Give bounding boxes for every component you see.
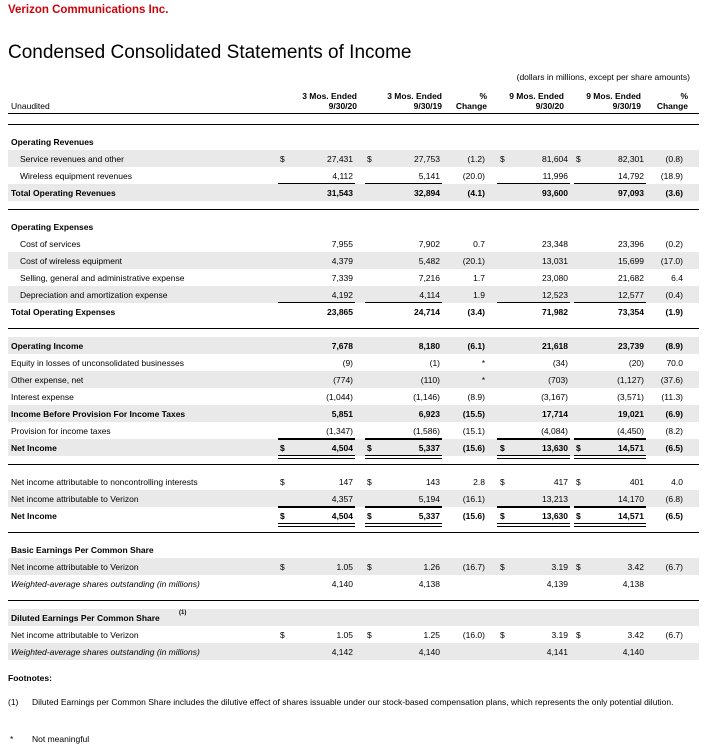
value-cell: 3.42 (627, 562, 644, 572)
value-cell: 81,604 (542, 154, 568, 164)
dollar-sign: $ (280, 630, 285, 640)
percent-change-cell: (8.9) (665, 341, 683, 351)
row-label: Income Before Provision For Income Taxes (11, 409, 186, 419)
percent-change-cell: (15.5) (462, 409, 485, 419)
value-cell: 4,114 (419, 290, 440, 300)
row-label: Operating Income (11, 341, 84, 351)
value-cell: (1,586) (413, 426, 440, 436)
percent-change-cell: 6.4 (671, 273, 683, 283)
value-cell: 4,504 (331, 443, 353, 453)
section-divider (8, 464, 699, 465)
dollar-sign: $ (576, 562, 581, 572)
row-label: Net Income (11, 443, 57, 453)
double-underline (278, 523, 355, 527)
table-row (8, 422, 699, 439)
value-cell: 23,396 (618, 239, 644, 249)
col-header-3mo-2019: 3 Mos. Ended 9/30/19 (387, 91, 442, 111)
value-cell: 4,379 (331, 256, 353, 266)
value-cell: 4,138 (622, 579, 644, 589)
footnotes-title: Footnotes: (8, 673, 52, 683)
value-cell: (9) (342, 358, 353, 368)
value-cell: 23,080 (542, 273, 568, 283)
percent-change-cell: 70.0 (666, 358, 683, 368)
col-header-change-3mo: % Change (455, 91, 487, 111)
value-cell: 13,213 (542, 494, 568, 504)
value-cell: 4,139 (546, 579, 568, 589)
underline (497, 439, 570, 440)
table-row (8, 643, 699, 660)
percent-change-cell: * (481, 375, 485, 385)
value-cell: (1,146) (413, 392, 440, 402)
row-label: Total Operating Revenues (11, 188, 116, 198)
value-cell: 1.26 (423, 562, 440, 572)
value-cell: 82,301 (618, 154, 644, 164)
row-label: Diluted Earnings Per Common Share (11, 613, 160, 623)
section-header-row (8, 218, 699, 235)
row-label: Equity in losses of unconsolidated businesses (11, 358, 184, 368)
table-row (8, 286, 699, 303)
percent-change-cell: (15.6) (462, 511, 485, 521)
row-label: Wireless equipment revenues (20, 171, 132, 181)
value-cell: 73,354 (618, 307, 644, 317)
underline (365, 439, 442, 440)
value-cell: 417 (553, 477, 568, 487)
value-cell: 143 (425, 477, 440, 487)
value-cell: 32,894 (414, 188, 440, 198)
percent-change-cell: * (481, 358, 485, 368)
section-header-row (8, 541, 699, 558)
underline (574, 507, 646, 508)
value-cell: 147 (338, 477, 353, 487)
footnote-1-marker: (1) (8, 697, 19, 707)
section-divider (8, 328, 699, 329)
col-header-9mo-2019: 9 Mos. Ended 9/30/19 (586, 91, 641, 111)
section-divider (8, 209, 699, 210)
value-cell: 71,982 (542, 307, 568, 317)
row-label: Selling, general and administrative expense (20, 273, 185, 283)
percent-change-cell: (16.7) (462, 562, 485, 572)
value-cell: 5,337 (418, 511, 440, 521)
value-cell: 4,140 (331, 579, 353, 589)
percent-change-cell: (1.2) (467, 154, 485, 164)
value-cell: (4,450) (617, 426, 644, 436)
value-cell: 5,194 (418, 494, 440, 504)
percent-change-cell: (6.1) (467, 341, 485, 351)
row-label: Net income attributable to noncontrolling interests (11, 477, 198, 487)
col-header-9mo-2020: 9 Mos. Ended 9/30/20 (509, 91, 564, 111)
percent-change-cell: 1.7 (473, 273, 485, 283)
value-cell: 7,339 (331, 273, 353, 283)
value-cell: 23,739 (618, 341, 644, 351)
table-row (8, 558, 699, 575)
row-label: Net income attributable to Verizon (11, 562, 139, 572)
value-cell: 7,955 (331, 239, 353, 249)
dollar-sign: $ (500, 562, 505, 572)
row-label: Provision for income taxes (11, 426, 111, 436)
table-row (8, 388, 699, 405)
percent-change-cell: (4.1) (467, 188, 485, 198)
value-cell: 5,141 (418, 171, 440, 181)
row-label: Other expense, net (11, 375, 84, 385)
row-label: Net Income (11, 511, 57, 521)
value-cell: 93,600 (542, 188, 568, 198)
double-underline (365, 523, 442, 527)
value-cell: 21,618 (542, 341, 568, 351)
percent-change-cell: (6.7) (665, 630, 683, 640)
value-cell: 27,753 (414, 154, 440, 164)
value-cell: 12,577 (618, 290, 644, 300)
value-cell: 27,431 (327, 154, 353, 164)
double-underline (574, 455, 646, 459)
section-divider (8, 532, 699, 533)
percent-change-cell: (0.2) (665, 239, 683, 249)
dollar-sign: $ (500, 443, 505, 453)
table-row (8, 507, 699, 524)
value-cell: 13,031 (542, 256, 568, 266)
value-cell: 1.05 (336, 562, 353, 572)
footnote-ref: (1) (179, 610, 187, 616)
percent-change-cell: (20.0) (462, 171, 485, 181)
table-row (8, 490, 699, 507)
dollar-sign: $ (280, 443, 285, 453)
percent-change-cell: (20.1) (462, 256, 485, 266)
value-cell: 7,678 (331, 341, 353, 351)
value-cell: 8,180 (418, 341, 440, 351)
value-cell: 6,923 (418, 409, 440, 419)
table-row (8, 167, 699, 184)
percent-change-cell: (16.0) (462, 630, 485, 640)
value-cell: 4,140 (622, 647, 644, 657)
percent-change-cell: (18.9) (660, 171, 683, 181)
value-cell: 1.25 (423, 630, 440, 640)
underline (278, 507, 355, 508)
double-underline (365, 455, 442, 459)
units-note: (dollars in millions, except per share amounts) (516, 72, 690, 82)
section-divider (8, 600, 699, 601)
value-cell: 97,093 (618, 188, 644, 198)
col-header-3mo-2020: 3 Mos. Ended 9/30/20 (302, 91, 357, 111)
dollar-sign: $ (500, 477, 505, 487)
section-divider (8, 124, 699, 125)
value-cell: 14,170 (618, 494, 644, 504)
value-cell: (110) (420, 375, 440, 385)
table-row (8, 354, 699, 371)
table-row (8, 337, 699, 354)
value-cell: 5,482 (418, 256, 440, 266)
value-cell: 23,865 (327, 307, 353, 317)
value-cell: 13,630 (542, 511, 568, 521)
percent-change-cell: (6.5) (665, 511, 683, 521)
value-cell: (3,571) (617, 392, 644, 402)
row-label: Total Operating Expenses (11, 307, 116, 317)
value-cell: (774) (333, 375, 353, 385)
percent-change-cell: 0.7 (473, 239, 485, 249)
value-cell: (1,127) (617, 375, 644, 385)
underline (278, 439, 355, 440)
value-cell: 24,714 (414, 307, 440, 317)
row-label: Interest expense (11, 392, 74, 402)
table-row (8, 371, 699, 388)
double-underline (278, 455, 355, 459)
page-title: Condensed Consolidated Statements of Income (8, 42, 412, 63)
dollar-sign: $ (367, 154, 372, 164)
table-row (8, 235, 699, 252)
value-cell: 4,140 (418, 647, 440, 657)
value-cell: 4,141 (546, 647, 568, 657)
table-row (8, 184, 699, 201)
table-row (8, 439, 699, 456)
header-rule (8, 113, 699, 114)
table-row (8, 473, 699, 490)
value-cell: (1) (429, 358, 440, 368)
row-label: Basic Earnings Per Common Share (11, 545, 154, 555)
row-label: Cost of wireless equipment (20, 256, 123, 266)
value-cell: 7,902 (418, 239, 440, 249)
value-cell: 401 (629, 477, 644, 487)
percent-change-cell: (15.6) (462, 443, 485, 453)
percent-change-cell: (16.1) (462, 494, 485, 504)
unaudited-label: Unaudited (11, 101, 50, 111)
dollar-sign: $ (280, 511, 285, 521)
dollar-sign: $ (576, 154, 581, 164)
value-cell: 14,571 (618, 511, 644, 521)
table-row (8, 626, 699, 643)
dollar-sign: $ (280, 562, 285, 572)
percent-change-cell: (8.2) (665, 426, 683, 436)
value-cell: (3,167) (541, 392, 568, 402)
double-underline (497, 523, 570, 527)
underline (574, 439, 646, 440)
dollar-sign: $ (500, 630, 505, 640)
table-row (8, 269, 699, 286)
value-cell: (4,084) (541, 426, 568, 436)
value-cell: 4,504 (331, 511, 353, 521)
percent-change-cell: (6.9) (665, 409, 683, 419)
dollar-sign: $ (500, 511, 505, 521)
value-cell: 4,138 (418, 579, 440, 589)
percent-change-cell: (0.8) (665, 154, 683, 164)
dollar-sign: $ (367, 511, 372, 521)
percent-change-cell: (3.4) (467, 307, 485, 317)
percent-change-cell: (6.7) (665, 562, 683, 572)
row-label: Net income attributable to Verizon (11, 630, 139, 640)
table-row (8, 303, 699, 320)
table-row (8, 575, 699, 592)
percent-change-cell: 4.0 (671, 477, 683, 487)
section-header-row (8, 133, 699, 150)
percent-change-cell: (17.0) (660, 256, 683, 266)
percent-change-cell: (1.9) (665, 307, 683, 317)
percent-change-cell: (6.8) (665, 494, 683, 504)
dollar-sign: $ (367, 443, 372, 453)
footnote-2-text: Not meaningful (32, 734, 90, 744)
footnote-1-text: Diluted Earnings per Common Share includes the dilutive effect of shares issuable under our stock-based compensation plans, which represents the only potential dilution. (32, 697, 674, 707)
value-cell: 11,996 (542, 171, 568, 181)
percent-change-cell: (0.4) (665, 290, 683, 300)
value-cell: 4,357 (331, 494, 353, 504)
double-underline (497, 455, 570, 459)
value-cell: 4,192 (331, 290, 353, 300)
dollar-sign: $ (280, 154, 285, 164)
dollar-sign: $ (280, 477, 285, 487)
footnote-2-marker: * (10, 734, 14, 744)
row-label: Service revenues and other (20, 154, 124, 164)
percent-change-cell: (11.3) (661, 392, 683, 402)
percent-change-cell: 2.8 (473, 477, 485, 487)
percent-change-cell: (37.6) (660, 375, 683, 385)
value-cell: 13,630 (542, 443, 568, 453)
value-cell: 14,792 (618, 171, 644, 181)
row-label: Operating Revenues (11, 137, 94, 147)
table-row (8, 252, 699, 269)
dollar-sign: $ (576, 477, 581, 487)
value-cell: (34) (552, 358, 568, 368)
row-label: Net income attributable to Verizon (11, 494, 139, 504)
table-row (8, 405, 699, 422)
dollar-sign: $ (500, 154, 505, 164)
row-label: Weighted-average shares outstanding (in millions) (11, 579, 200, 589)
dollar-sign: $ (576, 511, 581, 521)
value-cell: 14,571 (618, 443, 644, 453)
row-label: Operating Expenses (11, 222, 94, 232)
row-label: Depreciation and amortization expense (20, 290, 168, 300)
value-cell: 12,523 (542, 290, 568, 300)
table-row (8, 150, 699, 167)
value-cell: 3.42 (627, 630, 644, 640)
value-cell: 1.05 (336, 630, 353, 640)
percent-change-cell: (15.1) (462, 426, 485, 436)
dollar-sign: $ (367, 477, 372, 487)
underline (365, 507, 442, 508)
percent-change-cell: (3.6) (665, 188, 683, 198)
row-label: Weighted-average shares outstanding (in millions) (11, 647, 200, 657)
percent-change-cell: 1.9 (473, 290, 485, 300)
value-cell: 5,851 (331, 409, 353, 419)
value-cell: 23,348 (542, 239, 568, 249)
value-cell: (1,347) (326, 426, 353, 436)
dollar-sign: $ (367, 630, 372, 640)
value-cell: 3.19 (551, 630, 568, 640)
value-cell: 31,543 (327, 188, 353, 198)
value-cell: 5,337 (418, 443, 440, 453)
value-cell: 7,216 (418, 273, 440, 283)
col-header-change-9mo: % Change (656, 91, 688, 111)
row-label: Cost of services (20, 239, 81, 249)
percent-change-cell: (8.9) (467, 392, 485, 402)
double-underline (574, 523, 646, 527)
dollar-sign: $ (576, 443, 581, 453)
dollar-sign: $ (576, 630, 581, 640)
underline (497, 507, 570, 508)
company-name: Verizon Communications Inc. (8, 4, 169, 16)
value-cell: (20) (628, 358, 644, 368)
dollar-sign: $ (367, 562, 372, 572)
value-cell: 4,142 (331, 647, 353, 657)
value-cell: 19,021 (618, 409, 644, 419)
value-cell: 21,682 (618, 273, 644, 283)
value-cell: (1,044) (326, 392, 353, 402)
value-cell: (703) (548, 375, 568, 385)
value-cell: 15,699 (618, 256, 644, 266)
value-cell: 17,714 (542, 409, 568, 419)
section-header-row (8, 609, 699, 626)
value-cell: 3.19 (551, 562, 568, 572)
percent-change-cell: (6.5) (665, 443, 683, 453)
value-cell: 4,112 (332, 171, 353, 181)
